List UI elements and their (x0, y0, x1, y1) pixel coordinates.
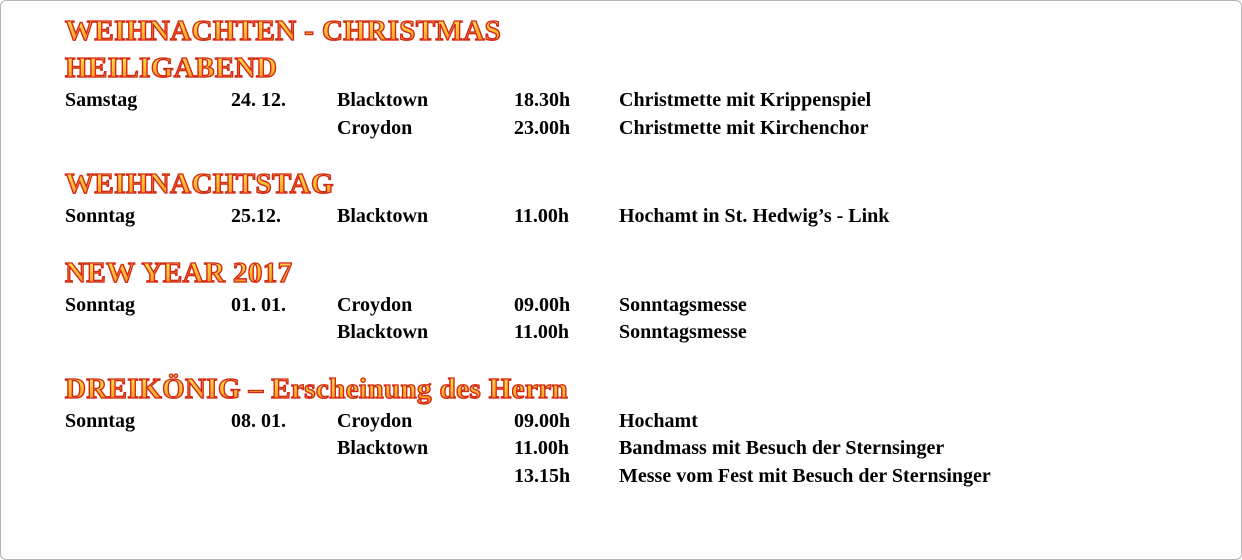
event-cell: Sonntagsmesse (619, 293, 747, 316)
event-cell: Christmette mit Krippenspiel (619, 89, 872, 111)
section-christmas-eve (65, 13, 1201, 142)
date-cell (231, 463, 337, 491)
day-cell: Sonntag (65, 409, 136, 432)
day-cell (65, 115, 231, 143)
section-epiphany (65, 371, 1201, 491)
day-cell: Sonntag (65, 205, 136, 227)
time-cell: 23.00h (514, 116, 571, 139)
date-cell: 08. 01. (231, 409, 286, 432)
event-cell: Hochamt in St. Hedwig’s - Link (619, 205, 890, 227)
day-cell: Sonntag (65, 293, 136, 316)
day-cell: Samstag (65, 89, 138, 111)
date-cell: 01. 01. (231, 293, 286, 316)
day-cell (65, 435, 231, 463)
event-cell: Messe vom Fest mit Besuch der Sternsinger (619, 464, 991, 487)
date-cell (231, 115, 337, 143)
date-cell (231, 319, 337, 347)
schedule-content (1, 1, 1241, 490)
time-cell: 11.00h (514, 321, 570, 343)
event-cell: Hochamt (619, 409, 698, 432)
schedule-row (65, 203, 1201, 231)
schedule-row (65, 319, 1201, 347)
section-subtitle: HEILIGABEND (65, 50, 1201, 87)
section-christmas-day (65, 166, 1201, 231)
date-cell (231, 435, 337, 463)
schedule-row (65, 435, 1201, 463)
event-cell: Sonntagsmesse (619, 321, 747, 343)
time-cell: 13.15h (514, 464, 571, 487)
section-new-year (65, 255, 1201, 347)
schedule-row (65, 115, 1201, 143)
location-cell: Blacktown (337, 205, 429, 227)
location-cell (337, 463, 514, 491)
section-title: DREIKÖNIG – Erscheinung des Herrn (65, 371, 1201, 408)
location-cell: Blacktown (337, 89, 429, 111)
section-title: WEIHNACHTSTAG (65, 166, 1201, 203)
schedule-row (65, 463, 1201, 491)
location-cell: Croydon (337, 116, 413, 139)
time-cell: 18.30h (514, 89, 571, 111)
schedule-row (65, 292, 1201, 320)
schedule-row (65, 408, 1201, 436)
event-cell: Christmette mit Kirchenchor (619, 116, 869, 139)
location-cell: Blacktown (337, 321, 429, 343)
location-cell: Croydon (337, 409, 413, 432)
section-title: WEIHNACHTEN - CHRISTMAS (65, 13, 1201, 50)
date-cell: 24. 12. (231, 89, 286, 111)
section-title: NEW YEAR 2017 (65, 255, 1201, 292)
time-cell: 11.00h (514, 205, 570, 227)
time-cell: 11.00h (514, 437, 570, 459)
location-cell: Croydon (337, 293, 413, 316)
time-cell: 09.00h (514, 409, 571, 432)
day-cell (65, 319, 231, 347)
date-cell: 25.12. (231, 205, 281, 227)
time-cell: 09.00h (514, 293, 571, 316)
location-cell: Blacktown (337, 437, 429, 459)
schedule-row (65, 87, 1201, 115)
event-cell: Bandmass mit Besuch der Sternsinger (619, 437, 945, 459)
day-cell (65, 463, 231, 491)
